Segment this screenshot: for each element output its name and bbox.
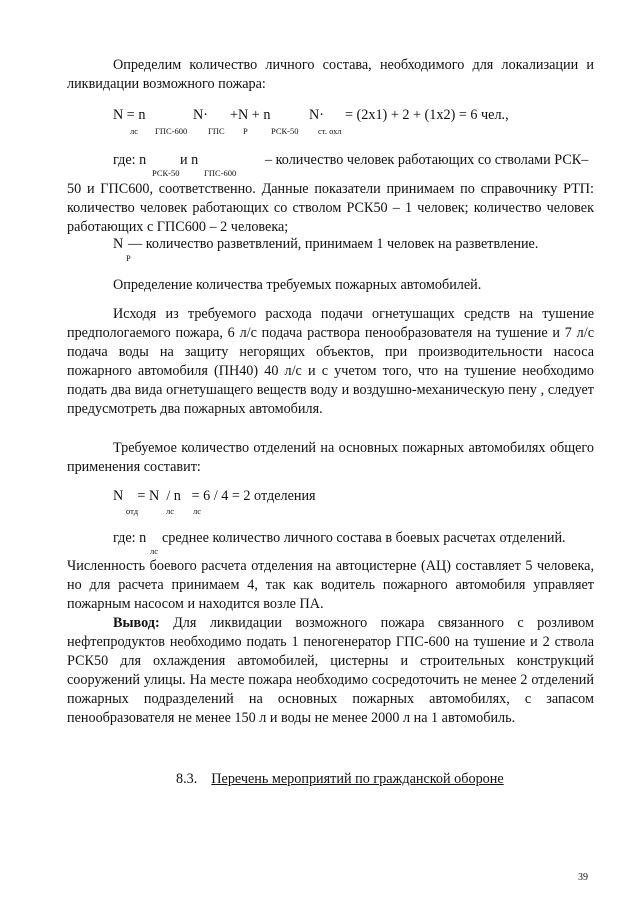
formula-subscript: отд <box>126 506 139 516</box>
where-mid: и n <box>180 152 199 168</box>
intro-paragraph: Определим количество личного состава, необходимого для локализации и ликвидации возможного пожара: <box>67 57 594 92</box>
formula-subscript: лс <box>130 126 139 136</box>
vehicles-heading-paragraph: Определение количества требуемых пожарных автомобилей. <box>113 277 482 293</box>
where-rest: – количество человек работающих со стволами РСК– <box>265 152 589 168</box>
formula-part: N = n <box>113 107 146 123</box>
formula-subscript: лс <box>150 546 159 556</box>
page-number: 39 <box>578 872 588 883</box>
formula-subscript: лс <box>193 506 202 516</box>
crew-continuation: Численность боевого расчета отделения на автоцистерне (АЦ) составляет 5 человека, но для расчета принимаем 4, так как водитель пожарного автомобиля управляет пожарным насосом и находится возле ПА. <box>67 558 594 612</box>
formula-subscript: ГПС-600 <box>155 126 188 136</box>
formula-subscript: ГПС <box>208 126 225 136</box>
formula-subscript: РСК-50 <box>271 126 299 136</box>
where-rest: среднее количество личного состава в боевых расчетах отделений. <box>162 530 566 546</box>
where-lead: где: n <box>113 152 147 168</box>
formula-part: = (2х1) + 2 + (1х2) = 6 чел., <box>345 107 509 123</box>
conclusion-text: Для ликвидации возможного пожара связанного с розливом нефтепродуктов необходимо подать 1 пеногенератор ГПС-600 на тушение и 2 ствола РСК50 для охлаждения автомобилей, цистерны и строительных конструкций сооружений улицы. На месте пожара необходимо сосредоточить не менее 2 отделений пожарных подразделений на основных пожарных автомобилях, с запасом пенообразователя не менее 150 л и воды не менее 2000 л на 1 автомобиль. <box>67 615 594 726</box>
formula-part: +N + n <box>230 107 271 123</box>
formula-subscript: лс <box>166 506 175 516</box>
section-heading <box>176 771 504 788</box>
flow-paragraph: Исходя из требуемого расхода подачи огнетушащих средств на тушение предпологаемого пожара, 6 л/с подача раствора пенообразователя на тушение и 7 л/с подача воды на защиту негорящих объектов, при производительности насоса пожарного автомобиля (ПН40) 40 л/с и с учетом того, что на тушение необходимо подать два вида огнетушащего веществ воду и воздушно-механическую пену , следует предусмотреть два пожарных автомобиля. <box>67 306 594 417</box>
branching-text: — количество разветвлений, принимаем 1 человек на разветвление. <box>128 236 539 252</box>
conclusion-paragraph <box>67 614 594 728</box>
formula-text: N = N / n = 6 / 4 = 2 отделения <box>113 488 316 504</box>
formula-subscript: ГПС-600 <box>204 168 237 178</box>
formula-subscript: Р <box>126 253 131 263</box>
departments-paragraph: Требуемое количество отделений на основных пожарных автомобилях общего применения составит: <box>67 440 594 475</box>
branching-symbol: N <box>113 236 124 252</box>
formula-subscript: Р <box>243 126 248 136</box>
formula-subscript: ст. охл <box>318 126 342 136</box>
formula-part: N· <box>309 107 324 123</box>
explanation-continuation: 50 и ГПС600, соответственно. Данные показатели принимаем по справочнику РТП: количество человек работающих со стволом РСК50 – 1 человек; количество человек работающих с ГПС600 – 2 человека; <box>67 181 594 235</box>
section-title: Перечень мероприятий по гражданской обороне <box>211 771 504 787</box>
formula-part: N· <box>193 107 208 123</box>
formula-subscript: РСК-50 <box>152 168 180 178</box>
where-lead: где: n <box>113 530 147 546</box>
conclusion-label: Вывод: <box>113 615 160 631</box>
section-number: 8.3. <box>176 771 198 787</box>
